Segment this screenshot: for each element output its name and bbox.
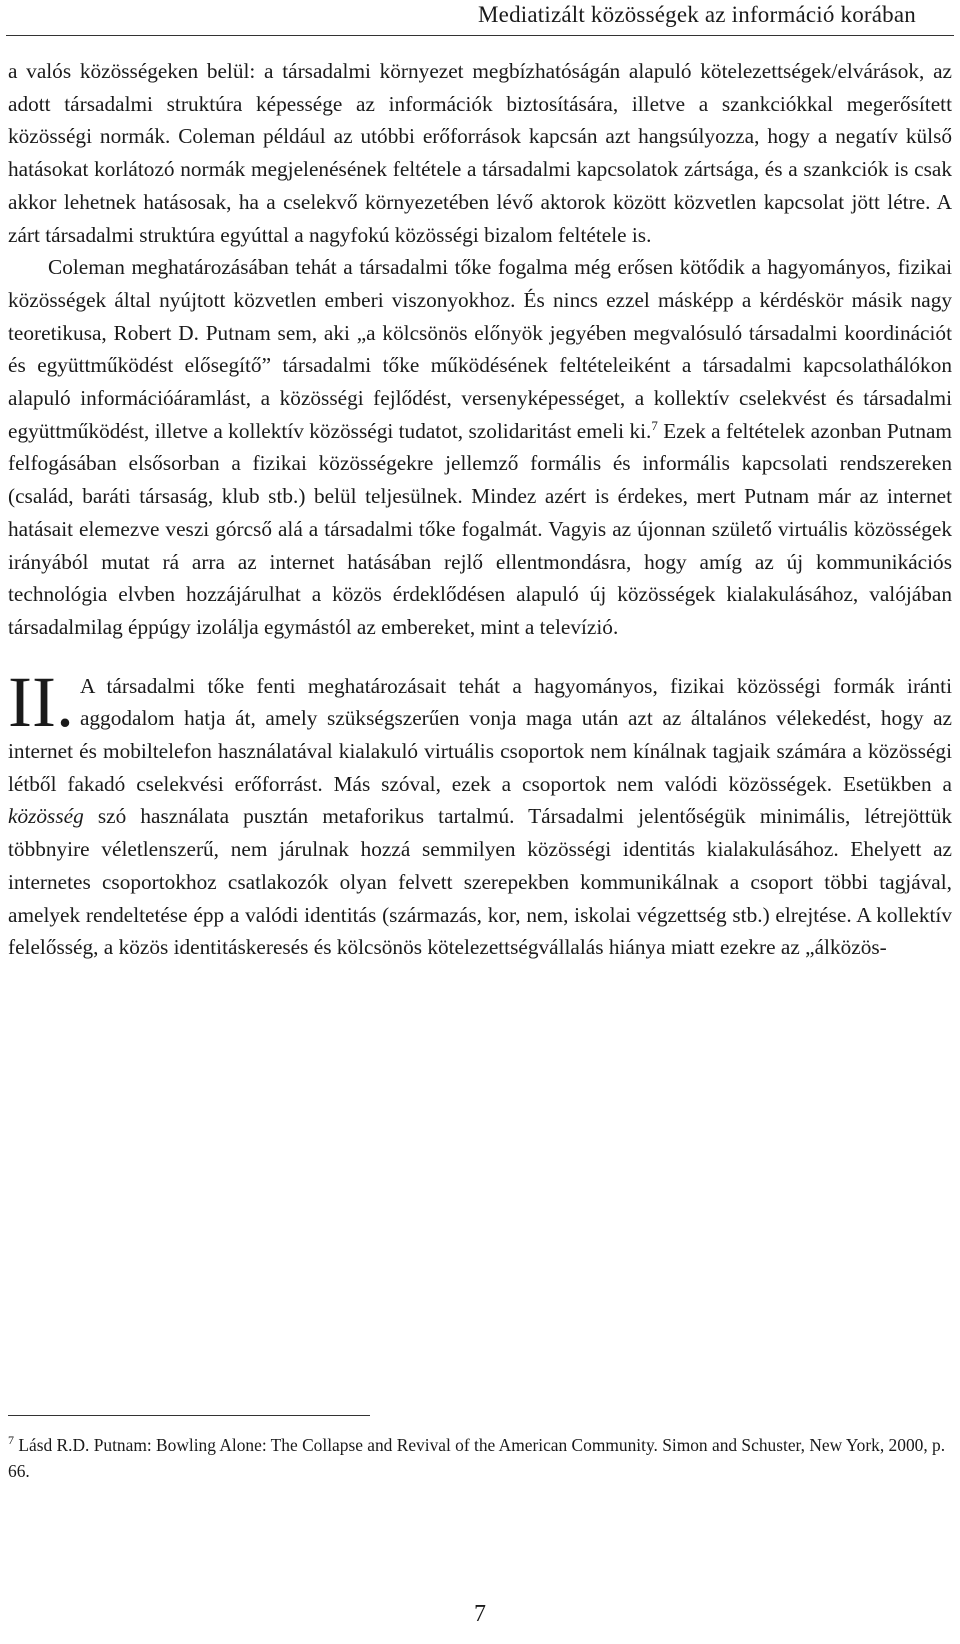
- footnote-number: 7: [8, 1433, 14, 1448]
- page-number: 7: [474, 1601, 486, 1627]
- text-segment: A társadalmi tőke fenti meghatározásait tehát a hagyományos, fizikai közösségi formák iránti aggodalom hatja át, amely szükségszerűen vonja maga után azt az általános vélekedést, hogy az internet és mobiltelefon használatával kialakuló virtuális csoportok nem kínálnak tagjaik számára a közösségi létből fakadó cselekvési erőforrást. Más szóval, ezek a csoportok nem valódi közösségek. Esetükben a: [8, 673, 952, 796]
- paragraph-1: [8, 55, 952, 251]
- section-dropcap: II.: [8, 661, 74, 742]
- header-rule: [6, 35, 954, 36]
- section-2-paragraph: [8, 661, 952, 964]
- text-segment: a valós közösségeken belül: a társadalmi környezet megbízhatóságán alapuló kötelezettségek/elvárások, az adott társadalmi struktúra képessége az információk biztosítására, illetve a szankciókkal megerősített közösségi normák. Coleman például az utóbbi erőforrások kapcsán azt hangsúlyozza, hogy a negatív külső hatásokat korlátozó normák megjelenésének feltétele a társadalmi kapcsolatok zártsága, és a szankciók is csak akkor lehetnek hatásosak, ha a cselekvő környezetében lévő aktorok között közvetlen kapcsolat jött létre. A zárt társadalmi struktúra egyúttal a nagyfokú közösségi bizalom feltétele is.: [8, 59, 952, 247]
- section-spacer: [8, 644, 952, 670]
- footnote: [8, 1432, 952, 1484]
- text-segment: Ezek a feltételek azonban Putnam felfogásában elsősorban a fizikai közösségekre jellemző formális és informális kapcsolati rendszereken (család, baráti társaság, klub stb.) belül teljesülnek. Mindez azért is érdekes, mert Putnam már az internet hatásait elemezve veszi górcső alá a társadalmi tőke fogalmát. Vagyis az újonnan születő virtuális közösségek irányából mutat rá arra az internet hatásában rejlő ellentmondásra, hogy amíg az új kommunikációs technológia elvben hozzájárulhat a közös érdeklődésen alapuló új közösségek kialakulásához, valójában társadalmilag éppúgy izolálja egymástól az embereket, mint a televízió.: [8, 418, 952, 639]
- body-text: [8, 55, 952, 964]
- header-title: Mediatizált közösségek az információ korában: [478, 2, 916, 27]
- text-segment: Coleman meghatározásában tehát a társadalmi tőke fogalma még erősen kötődik a hagyományos, fizikai közösségek által nyújtott közvetlen emberi viszonyokhoz. És nincs ezzel másképp a kérdéskör másik nagy teoretikusa, Robert D. Putnam sem, aki „a kölcsönös előnyök jegyében megvalósuló társadalmi koordinációt és együttműködést elősegítő” társadalmi tőke működésének feltételeiként a társadalmi kapcsolathálókon alapuló információáramlást, a közösségi fejlődést, versenyképességet, a kollektív cselekvést és társadalmi együttműködést, illetve a kollektív közösségi tudatot, szolidaritást emeli ki.: [8, 255, 952, 443]
- footnote-text: Lásd R.D. Putnam: Bowling Alone: The Collapse and Revival of the American Community. Simon and Schuster, New York, 2000, p. 66.: [8, 1435, 946, 1481]
- text-segment: szó használata pusztán metaforikus tartalmú. Társadalmi jelentőségük minimális, létrejöttük többnyire véletlenszerű, nem járulnak hozzá semmilyen közösségi identitás kialakulásához. Ehelyett az internetes csoportokhoz csatlakozók olyan felvett szerepekben kommunikálnak a csoport többi tagjával, amelyek rendeltetése épp a valódi identitás (származás, kor, nem, iskolai végzettség stb.) elrejtése. A kollektív felelősség, a közös identitáskeresés és kölcsönös kötelezettségvállalás hiánya miatt ezekre az „álközös-: [8, 804, 952, 960]
- paragraph-2: [8, 251, 952, 643]
- italic-term: közösség: [8, 804, 84, 829]
- footnote-rule: [8, 1415, 370, 1416]
- footnote-reference[interactable]: 7: [651, 417, 658, 433]
- running-header: [0, 0, 960, 36]
